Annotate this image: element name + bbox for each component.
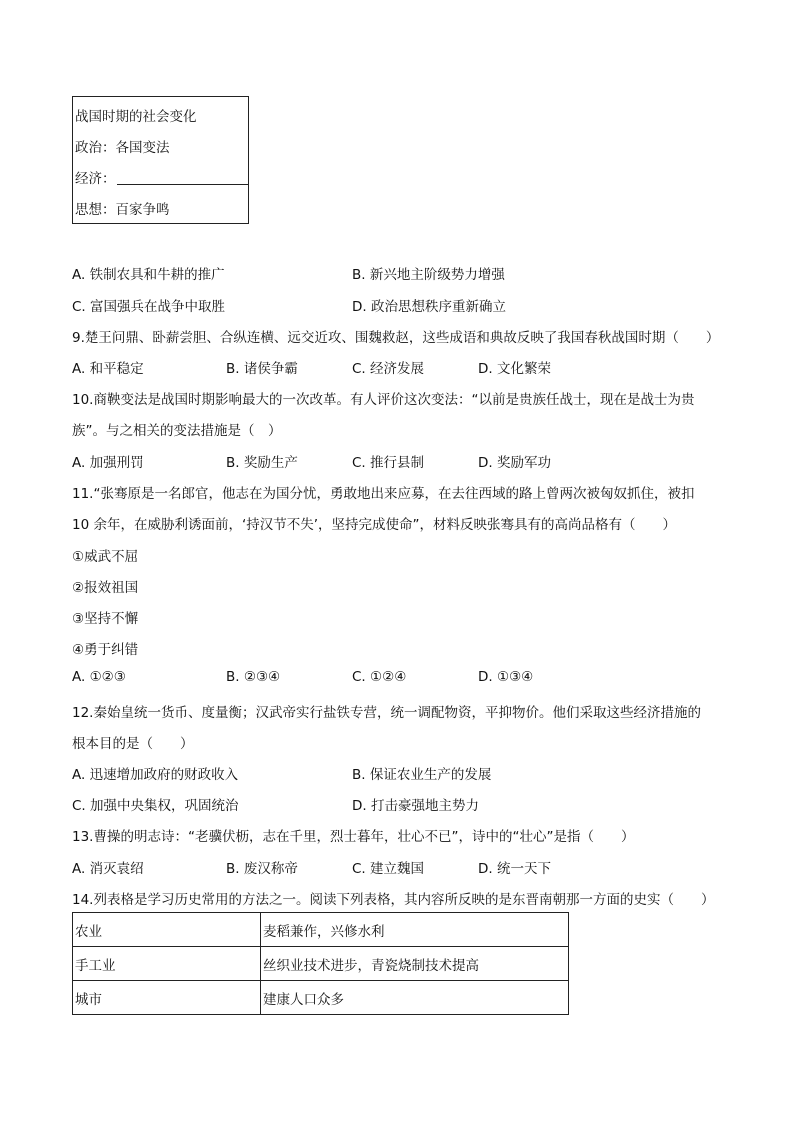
q13-option-a[interactable]: A. 消灭袁绍 (72, 861, 144, 877)
economy-blank-line (117, 184, 249, 185)
q10-stem-line2: 族”。与之相关的变法措施是（ ） (72, 423, 282, 439)
table-row (73, 981, 569, 1015)
q14-stem: 14.列表格是学习历史常用的方法之一。阅读下列表格，其内容所反映的是东晋南朝那一方面的史实（ ） (72, 892, 715, 908)
table-row-label: 农业 (73, 913, 261, 947)
social-change-box (72, 96, 249, 224)
table-row-content: 麦稻兼作，兴修水利 (261, 913, 569, 947)
box-politics: 政治：各国变法 (75, 140, 170, 156)
table-row-content: 丝织业技术进步，青瓷烧制技术提高 (261, 947, 569, 981)
q11-stem-line2: 10 余年，在威胁利诱面前，‘持汉节不失’，坚持完成使命”，材料反映张骞具有的高尚品格有（ ） (72, 517, 677, 533)
q10-option-a[interactable]: A. 加强刑罚 (72, 455, 144, 471)
q11-option-b[interactable]: B. ②③④ (226, 669, 281, 685)
q12-option-d[interactable]: D. 打击豪强地主势力 (352, 798, 479, 814)
box-thought: 思想：百家争鸣 (75, 202, 170, 218)
q12-option-b[interactable]: B. 保证农业生产的发展 (352, 767, 492, 783)
q11-item-3: ③坚持不懈 (72, 611, 139, 627)
table-row-label: 城市 (73, 981, 261, 1015)
q11-item-2: ②报效祖国 (72, 580, 139, 596)
q12-stem-line1: 12.秦始皇统一货币、度量衡；汉武帝实行盐铁专营，统一调配物资，平抑物价。他们采取这些经济措施的 (72, 705, 701, 721)
q11-stem-line1: 11.“张骞原是一名郎官，他志在为国分忧，勇敢地出来应募，在去往西域的路上曾两次被匈奴抓住，被扣 (72, 486, 695, 502)
q13-option-b[interactable]: B. 废汉称帝 (226, 861, 298, 877)
q9-stem: 9.楚王问鼎、卧薪尝胆、合纵连横、远交近攻、围魏救赵，这些成语和典故反映了我国春秋战国时期（ ） (72, 330, 720, 346)
table-row-label: 手工业 (73, 947, 261, 981)
q12-option-c[interactable]: C. 加强中央集权，巩固统治 (72, 798, 239, 814)
q9-option-c[interactable]: C. 经济发展 (352, 361, 425, 377)
q11-option-d[interactable]: D. ①③④ (478, 669, 534, 685)
q8-option-c[interactable]: C. 富国强兵在战争中取胜 (72, 299, 226, 315)
q10-option-d[interactable]: D. 奖励军功 (478, 455, 551, 471)
table-row (73, 913, 569, 947)
q12-stem-line2: 根本目的是（ ） (72, 736, 194, 752)
q13-stem: 13.曹操的明志诗：“老骥伏枥，志在千里，烈士暮年，壮心不已”，诗中的“壮心”是指（ ） (72, 829, 635, 845)
q12-option-a[interactable]: A. 迅速增加政府的财政收入 (72, 767, 239, 783)
q10-stem-line1: 10.商鞅变法是战国时期影响最大的一次改革。有人评价这次变法：“以前是贵族任战士，现在是战士为贵 (72, 392, 695, 408)
q11-option-a[interactable]: A. ①②③ (72, 669, 126, 685)
q8-option-d[interactable]: D. 政治思想秩序重新确立 (352, 299, 506, 315)
q10-option-b[interactable]: B. 奖励生产 (226, 455, 298, 471)
q9-option-b[interactable]: B. 诸侯争霸 (226, 361, 298, 377)
q11-item-4: ④勇于纠错 (72, 642, 139, 658)
q9-option-d[interactable]: D. 文化繁荣 (478, 361, 551, 377)
q11-option-c[interactable]: C. ①②④ (352, 669, 407, 685)
q8-option-b[interactable]: B. 新兴地主阶级势力增强 (352, 267, 505, 283)
table-row (73, 947, 569, 981)
q13-option-d[interactable]: D. 统一天下 (478, 861, 551, 877)
q14-history-table (72, 912, 569, 1015)
q13-option-c[interactable]: C. 建立魏国 (352, 861, 425, 877)
q10-option-c[interactable]: C. 推行县制 (352, 455, 425, 471)
q8-option-a[interactable]: A. 铁制农具和牛耕的推广 (72, 267, 225, 283)
q9-option-a[interactable]: A. 和平稳定 (72, 361, 144, 377)
box-title: 战国时期的社会变化 (75, 109, 197, 125)
table-row-content: 建康人口众多 (261, 981, 569, 1015)
box-economy: 经济： (75, 171, 116, 187)
q11-item-1: ①威武不屈 (72, 549, 139, 565)
